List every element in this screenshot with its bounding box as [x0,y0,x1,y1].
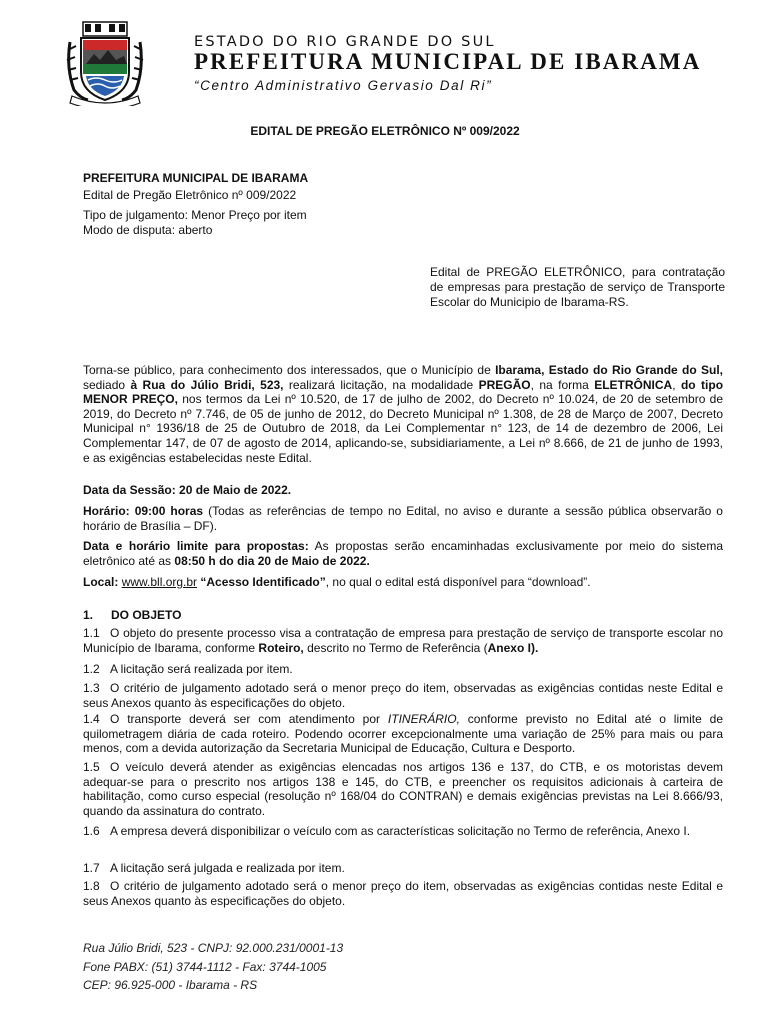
item-1-2: 1.2 A licitação será realizada por item. [83,662,293,676]
municipal-coat-of-arms-icon [64,20,146,106]
item-1-5: 1.5 O veículo deverá atender as exigências elencadas nos artigos 136 e 137, do CTB, e os motoristas devem adequar-se para o prescrito nos artigos 138 e 145, do CTB, e preencher os requisitos adicionais à carteira de habilitação, como curso especial (resolução nº 168/04 do CONTRAN) e demais exigências previstas na Lei 8.666/93, quando da assinatura do contrato. [83,760,723,818]
edital-summary: Edital de PREGÃO ELETRÔNICO, para contratação de empresas para prestação de serviço de Transporte Escolar do Municipio de Ibarama-RS. [430,265,725,309]
info-edital: Edital de Pregão Eletrônico nº 009/2022 [83,188,297,202]
footer-address [83,939,343,995]
info-julgamento: Tipo de julgamento: Menor Preço por item [83,208,307,222]
bll-link[interactable]: www.bll.org.br [121,575,198,589]
header-prefeitura: PREFEITURA MUNICIPAL DE IBARAMA [194,49,702,74]
footer-line-2: Fone PABX: (51) 3744-1112 - Fax: 3744-1005 [83,959,327,974]
info-disputa: Modo de disputa: aberto [83,223,213,237]
footer-line-1: Rua Júlio Bridi, 523 - CNPJ: 92.000.231/0001-13 [83,941,344,955]
document-title: EDITAL DE PREGÃO ELETRÔNICO Nº 009/2022 [250,124,520,138]
intro-paragraph: Torna-se público, para conhecimento dos interessados, que o Município de Ibarama, Estado do Rio Grande do Sul, sediado à Rua do Júlio Bridi, 523, realizará licitação, na modalidade PREGÃO, na forma ELETRÔNICA, do tipo MENOR PREÇO, nos termos da Lei nº 10.520, de 17 de julho de 2002, do Decreto nº 10.024, de 20 de setembro de 2019, do Decreto nº 7.746, de 05 de junho de 2012, do Decreto Municipal nº 1.308, de 28 de Março de 2007, Decreto Municipal n° 1936/18 de 25 de Outubro de 2018, da Lei Complementar n° 123, de 14 de dezembro de 2006, Lei Complementar 147, de 07 de agosto de 2014, aplicando-se, subsidiariamente, a Lei nº 8.666, de 21 de junho de 1993, e as exigências estabelecidas neste Edital. [83,363,724,465]
item-1-3: 1.3 O critério de julgamento adotado será o menor preço do item, observadas as exigências contidas neste Edital e seus Anexos quanto às especificações do objeto. [83,681,723,710]
section-1-heading: 1. DO OBJETO [83,608,182,622]
session-time: Horário: 09:00 horas (Todas as referências de tempo no Edital, no aviso e durante a sessão pública observarão o horário de Brasília – DF). [83,504,723,533]
item-1-6: 1.6 A empresa deverá disponibilizar o veículo com as características solicitação no Termo de referência, Anexo I. [83,824,691,838]
session-date: Data da Sessão: 20 de Maio de 2022. [83,483,292,497]
item-1-8: 1.8 O critério de julgamento adotado será o menor preço do item, observadas as exigências contidas neste Edital e seus Anexos quanto às especificações do objeto. [83,879,723,908]
header-subtitle: “Centro Administrativo Gervasio Dal Ri” [194,78,493,93]
item-1-4: 1.4 O transporte deverá ser com atendimento por ITINERÁRIO, conforme previsto no Edital até o limite de quilometragem diária de cada roteiro. Podendo ocorrer excepcionalmente uma variação de 25% para mais ou para menos, com a devida autorização da Secretaria Municipal de Educação, Cultura e Desporto. [83,712,724,756]
item-1-1: 1.1 O objeto do presente processo visa a contratação de empresa para prestação de serviço de transporte escolar no Município de Ibarama, conforme Roteiro, descrito no Termo de Referência (Anexo I). [83,626,723,655]
header-state: ESTADO DO RIO GRANDE DO SUL [194,34,496,50]
proposal-deadline: Data e horário limite para propostas: As propostas serão encaminhadas exclusivamente por meio do sistema eletrônico até as 08:50 h do dia 20 de Maio de 2022. [83,539,723,568]
footer-line-3: CEP: 96.925-000 - Ibarama - RS [83,978,258,992]
info-org: PREFEITURA MUNICIPAL DE IBARAMA [83,171,309,185]
local-line: Local: www.bll.org.br “Acesso Identificado”, no qual o edital está disponível para “download”. [83,575,591,589]
item-1-7: 1.7 A licitação será julgada e realizada por item. [83,861,345,875]
